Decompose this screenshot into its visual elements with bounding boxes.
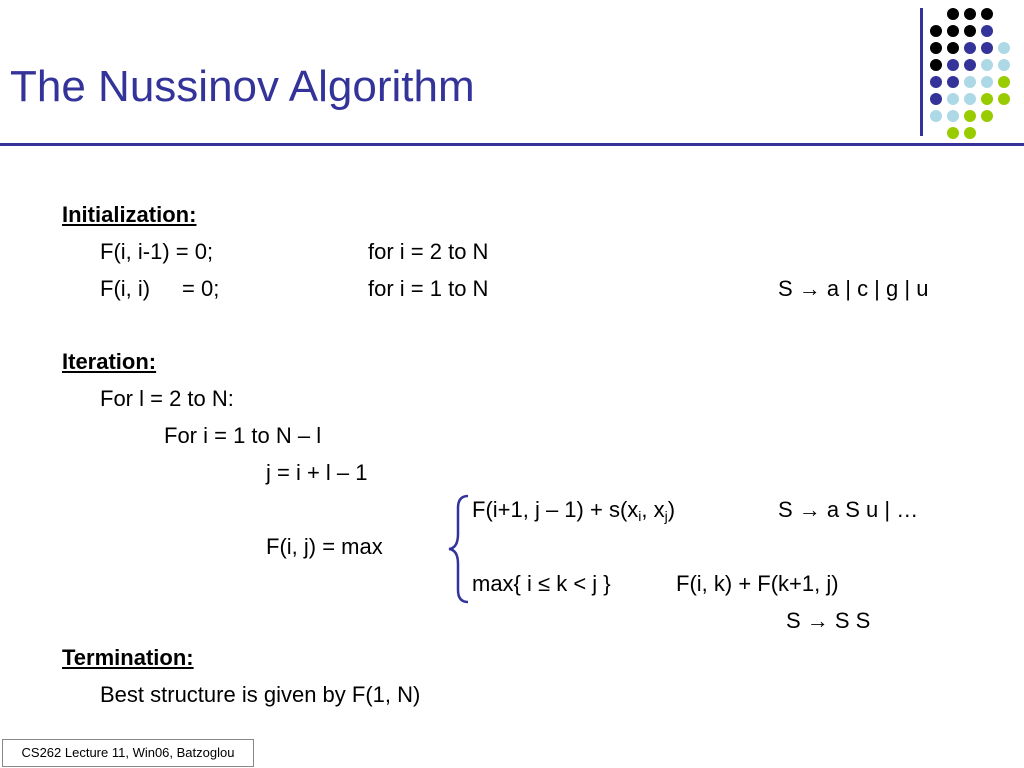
case-split-expr: F(i, k) + F(k+1, j) [676,571,839,596]
inner-loop: For i = 1 to N – l [164,423,322,448]
decorative-dot [947,110,959,122]
decorative-dot [930,110,942,122]
decorative-dot [964,8,976,20]
decorative-dot [981,110,993,122]
outer-loop: For l = 2 to N: [100,386,234,411]
slide-title: The Nussinov Algorithm [10,62,475,111]
grammar-rule-pair: S → a S u | … [778,497,919,522]
decorative-dot [947,93,959,105]
decorative-dot [964,59,976,71]
decorative-dot [964,127,976,139]
decorative-dot [981,76,993,88]
decorative-dot [930,59,942,71]
decorative-dot [981,93,993,105]
fij-max: F(i, j) = max [266,534,383,559]
decorative-dot [947,25,959,37]
decorative-dot [964,76,976,88]
case-pair: F(i+1, $j - 1) + s(x_i$, $x_j$) [472,497,676,524]
decorative-dot [930,93,942,105]
init-expr-2a: F(i, i) [100,276,151,301]
decorative-dot [947,59,959,71]
termination-heading: Termination: [62,645,194,670]
case-split-range: max{ i ≤ k < j } [472,571,611,596]
decorative-dot [981,42,993,54]
init-expr-2b: = 0; [182,276,220,301]
decorative-dot [964,93,976,105]
footer-label: CS262 Lecture 11, Win06, Batzoglou [2,739,254,767]
decorative-dot [981,59,993,71]
decorative-dot [947,127,959,139]
decorative-dot [981,8,993,20]
grammar-rule-bifurcation: S → S S [786,608,871,633]
vertical-accent-rule [920,8,923,136]
decorative-dot [998,76,1010,88]
iteration-heading: Iteration: [62,349,157,374]
decorative-dot [998,59,1010,71]
decorative-dot [947,42,959,54]
decorative-dot [964,42,976,54]
decorative-dot [947,8,959,20]
init-range-1: for i = 2 to N [368,239,489,264]
title-underline [0,143,1024,146]
grammar-rule-unpaired: S → a | c | g | u [778,276,929,301]
init-expr-1: F(i, i-1) = 0; [100,239,214,264]
init-range-2: for i = 1 to N [368,276,489,301]
j-assignment: j = i + l – 1 [266,460,368,485]
decorative-dot [998,42,1010,54]
decorative-dot [981,25,993,37]
termination-line: Best structure is given by F(1, N) [100,682,421,707]
left-brace [448,494,472,604]
decorative-dot [964,110,976,122]
decorative-dot [930,76,942,88]
decorative-dot [964,25,976,37]
initialization-heading: Initialization: [62,202,197,227]
decorative-dot [930,42,942,54]
decorative-dot [947,76,959,88]
decorative-dot [998,93,1010,105]
decorative-dot [930,25,942,37]
